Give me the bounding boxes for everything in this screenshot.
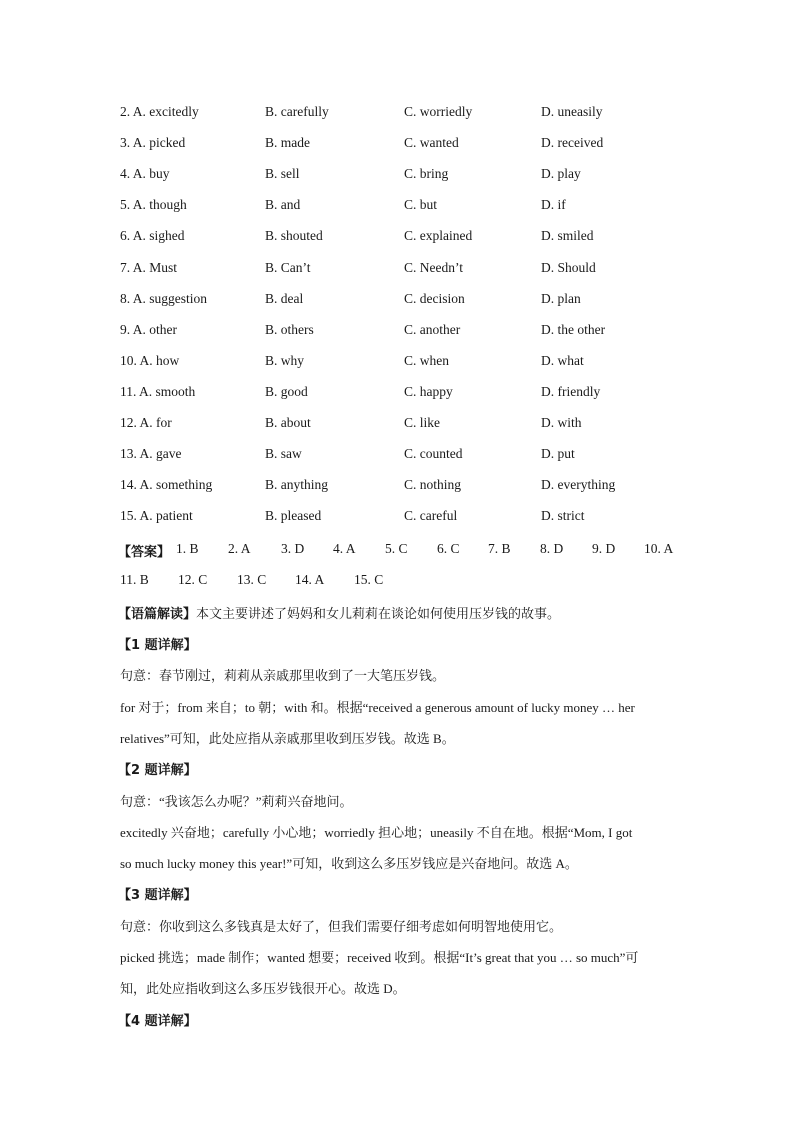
option-choice: B. made — [265, 135, 310, 151]
answer-item: 9. D — [592, 541, 616, 556]
option-row — [0, 322, 794, 342]
answer-item: 3. D — [281, 541, 305, 556]
detail-line: relatives”可知，此处应指从亲戚那里收到压岁钱。故选 B。 — [120, 730, 455, 746]
option-choice: D. with — [541, 415, 582, 430]
option-choice: 7. A. Must — [120, 259, 178, 275]
option-choice: B. pleased — [265, 508, 322, 524]
detail-heading: 【2 题详解】 — [118, 763, 197, 779]
option-row — [0, 197, 794, 217]
option-row — [0, 104, 794, 124]
option-choice: C. when — [404, 352, 449, 368]
option-choice: B. carefully — [265, 104, 329, 119]
option-choice: B. and — [265, 197, 301, 213]
option-choice: C. but — [404, 197, 438, 213]
option-choice: D. if — [541, 197, 566, 213]
detail-line: so much lucky money this year!”可知，收到这么多压岁钱应是兴奋地问。故选 A。 — [120, 856, 578, 872]
summary-text: 本文主要讲述了妈妈和女儿莉莉在谈论如何使用压岁钱的故事。 — [196, 607, 561, 622]
answer-item: 10. A — [644, 541, 674, 556]
option-choice: C. Needn’t — [404, 259, 463, 275]
option-choice: B. why — [265, 352, 305, 368]
detail-line: picked 挑选；made 制作；wanted 想要；received 收到。根据“It’s great that you … so much”可 — [120, 950, 639, 965]
option-choice: D. friendly — [541, 383, 601, 399]
summary-line — [120, 603, 680, 622]
answer-item: 8. D — [540, 541, 564, 556]
option-choice: 6. A. sighed — [120, 228, 185, 244]
detail-heading: 【1 题详解】 — [118, 638, 197, 653]
option-row — [0, 353, 794, 373]
answer-item: 6. C — [437, 541, 460, 556]
option-choice: C. counted — [404, 446, 463, 462]
option-choice: 13. A. gave — [120, 446, 182, 462]
answer-item: 12. C — [178, 572, 208, 587]
option-choice: C. careful — [404, 508, 458, 524]
option-choice: D. what — [541, 352, 584, 368]
answer-item: 2. A — [228, 541, 251, 556]
answer-label: 【答案】 — [118, 545, 171, 560]
option-choice: C. nothing — [404, 477, 462, 493]
option-choice: D. Should — [541, 259, 596, 275]
detail-line: excitedly 兴奋地；carefully 小心地；worriedly 担心地；uneasily 不自在地。根据“Mom, I got — [120, 824, 633, 840]
option-row — [0, 166, 794, 186]
summary-label: 【语篇解读】 — [118, 607, 197, 622]
option-choice: B. good — [265, 383, 308, 399]
answer-item: 11. B — [120, 572, 149, 587]
option-choice: 15. A. patient — [120, 508, 193, 524]
option-choice: C. explained — [404, 228, 473, 244]
option-choice: C. wanted — [404, 135, 459, 151]
option-row — [0, 260, 794, 280]
option-row — [0, 446, 794, 466]
answer-item: 4. A — [333, 541, 356, 556]
answer-item: 5. C — [385, 541, 408, 556]
option-choice: B. anything — [265, 477, 328, 493]
detail-line: 句意：“我该怎么办呢？”莉莉兴奋地问。 — [120, 793, 353, 809]
option-choice: B. saw — [265, 446, 302, 462]
option-choice: C. like — [404, 415, 440, 430]
option-choice: C. worriedly — [404, 104, 473, 119]
option-choice: 5. A. though — [120, 197, 187, 213]
option-choice: 8. A. suggestion — [120, 290, 208, 306]
option-row — [0, 384, 794, 404]
option-choice: 3. A. picked — [120, 135, 186, 151]
option-choice: C. decision — [404, 290, 465, 306]
option-choice: B. deal — [265, 290, 304, 306]
option-choice: D. smiled — [541, 228, 594, 244]
option-choice: D. strict — [541, 508, 585, 524]
detail-heading: 【3 题详解】 — [118, 888, 197, 904]
option-choice: D. everything — [541, 477, 616, 493]
option-choice: B. about — [265, 415, 311, 430]
option-choice: D. received — [541, 135, 604, 151]
option-choice: 10. A. how — [120, 352, 180, 368]
option-choice: 11. A. smooth — [120, 383, 196, 399]
option-choice: D. put — [541, 446, 575, 462]
option-choice: C. bring — [404, 166, 449, 182]
option-choice: B. Can’t — [265, 259, 311, 275]
option-choice: 4. A. buy — [120, 166, 170, 182]
option-row — [0, 228, 794, 248]
option-choice: 12. A. for — [120, 415, 172, 430]
answer-item: 1. B — [176, 541, 199, 556]
option-row — [0, 477, 794, 497]
option-choice: C. happy — [404, 383, 453, 399]
answer-item: 7. B — [488, 541, 511, 556]
option-choice: D. plan — [541, 290, 581, 306]
answer-item: 14. A — [295, 572, 325, 587]
detail-line: 句意：你收到这么多钱真是太好了，但我们需要仔细考虑如何明智地使用它。 — [120, 918, 563, 934]
option-row — [0, 291, 794, 311]
option-choice: 9. A. other — [120, 321, 177, 337]
option-choice: B. others — [265, 321, 314, 337]
option-choice: D. play — [541, 166, 581, 182]
detail-heading: 【4 题详解】 — [118, 1013, 197, 1029]
option-choice: B. shouted — [265, 228, 323, 244]
detail-line: 知，此处应指收到这么多压岁钱很开心。故选 D。 — [120, 981, 406, 997]
option-row — [0, 415, 794, 435]
option-choice: B. sell — [265, 166, 300, 182]
option-row — [0, 135, 794, 155]
option-choice: 2. A. excitedly — [120, 104, 199, 119]
answer-item: 15. C — [354, 572, 384, 587]
option-choice: D. uneasily — [541, 104, 603, 119]
detail-line: 句意：春节刚过，莉莉从亲戚那里收到了一大笔压岁钱。 — [120, 668, 446, 684]
option-row — [0, 508, 794, 528]
option-choice: D. the other — [541, 321, 606, 337]
option-choice: 14. A. something — [120, 477, 213, 493]
answer-item: 13. C — [237, 572, 267, 587]
option-choice: C. another — [404, 321, 461, 337]
detail-line: for 对于；from 来自；to 朝；with 和。根据“received a generous amount of lucky money … her — [120, 699, 635, 715]
